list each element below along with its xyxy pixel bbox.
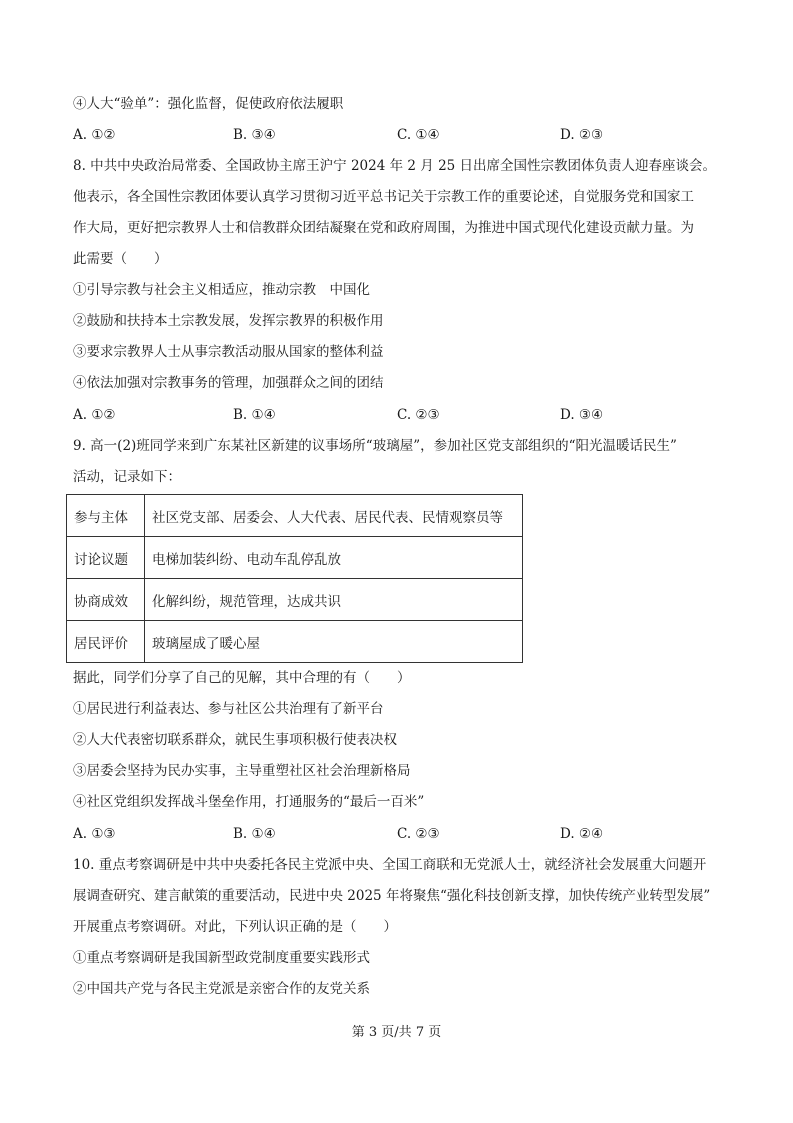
prev-options (73, 125, 733, 145)
q10-stem-line: 展调查研究、建言献策的重要活动，民进中央 2025 年将聚焦“强化科技创新支撑，加快传统产业转型发展” (73, 888, 711, 904)
option-a: A. ①② (73, 407, 116, 423)
q9-stem-line: 9. 高一(2)班同学来到广东某社区新建的议事场所“玻璃屋”，参加社区党支部组织的“阳光温暖话民生” (73, 438, 677, 454)
q10-item-1: ①重点考察调研是我国新型政党制度重要实践形式 (73, 950, 370, 966)
option-c: C. ②③ (397, 826, 440, 842)
q9-stem-line: 活动，记录如下： (73, 469, 181, 485)
q10-stem-line: 开展重点考察调研。对此，下列认识正确的是（ ） (73, 919, 397, 935)
q9-after-text: 据此，同学们分享了自己的见解，其中合理的有（ ） (73, 670, 411, 686)
q9-options (73, 824, 733, 844)
q9-item-1: ①居民进行利益表达、参与社区公共治理有了新平台 (73, 701, 384, 717)
activity-record-table (66, 494, 523, 663)
q10-stem-line: 10. 重点考察调研是中共中央委托各民主党派中央、全国工商联和无党派人士，就经济社会发展重大问题开 (73, 857, 707, 873)
table-key: 协商成效 (67, 579, 145, 621)
q8-item-1: ①引导宗教与社会主义相适应，推动宗教 中国化 (73, 282, 370, 298)
table-row (67, 621, 523, 663)
table-key: 讨论议题 (67, 537, 145, 579)
table-row (67, 537, 523, 579)
page-number: 第 3 页/共 7 页 (351, 1025, 442, 1040)
q8-stem-line: 8. 中共中央政治局常委、全国政协主席王沪宁 2024 年 2 月 25 日出席全国性宗教团体负责人迎春座谈会。 (73, 158, 717, 174)
option-b: B. ③④ (233, 127, 276, 143)
option-d: D. ③④ (560, 407, 604, 423)
option-c: C. ②③ (397, 407, 440, 423)
q9-item-3: ③居委会坚持为民办实事，主导重塑社区社会治理新格局 (73, 763, 411, 779)
table-row (67, 495, 523, 537)
table-value: 社区党支部、居委会、人大代表、居民代表、民情观察员等 (145, 495, 523, 537)
table-key: 居民评价 (67, 621, 145, 663)
table-value: 玻璃屋成了暖心屋 (145, 621, 523, 663)
q8-item-2: ②鼓励和扶持本土宗教发展，发挥宗教界的积极作用 (73, 313, 384, 329)
option-b: B. ①④ (233, 826, 276, 842)
table-row (67, 579, 523, 621)
option-a: A. ①③ (73, 826, 116, 842)
q8-stem-line: 他表示，各全国性宗教团体要认真学习贯彻习近平总书记关于宗教工作的重要论述，自觉服务党和国家工 (73, 189, 694, 205)
table-key: 参与主体 (67, 495, 145, 537)
q8-item-4: ④依法加强对宗教事务的管理，加强群众之间的团结 (73, 375, 384, 391)
table-value: 化解纠纷，规范管理，达成共识 (145, 579, 523, 621)
table-value: 电梯加装纠纷、电动车乱停乱放 (145, 537, 523, 579)
q10-item-2: ②中国共产党与各民主党派是亲密合作的友党关系 (73, 981, 370, 997)
option-c: C. ①④ (397, 127, 440, 143)
q9-item-2: ②人大代表密切联系群众，就民生事项积极行使表决权 (73, 732, 397, 748)
option-d: D. ②③ (560, 127, 604, 143)
q8-item-3: ③要求宗教界人士从事宗教活动服从国家的整体利益 (73, 344, 384, 360)
q8-stem-line: 此需要（ ） (73, 251, 168, 267)
option-d: D. ②④ (560, 826, 604, 842)
q8-stem-line: 作大局，更好把宗教界人士和信教群众团结凝聚在党和政府周围，为推进中国式现代化建设贡献力量。为 (73, 220, 694, 236)
option-b: B. ①④ (233, 407, 276, 423)
q9-item-4: ④社区党组织发挥战斗堡垒作用，打通服务的“最后一百米” (73, 794, 425, 810)
prev-item-4: ④人大“验单”：强化监督，促使政府依法履职 (73, 96, 344, 112)
q8-options (73, 405, 733, 425)
option-a: A. ①② (73, 127, 116, 143)
